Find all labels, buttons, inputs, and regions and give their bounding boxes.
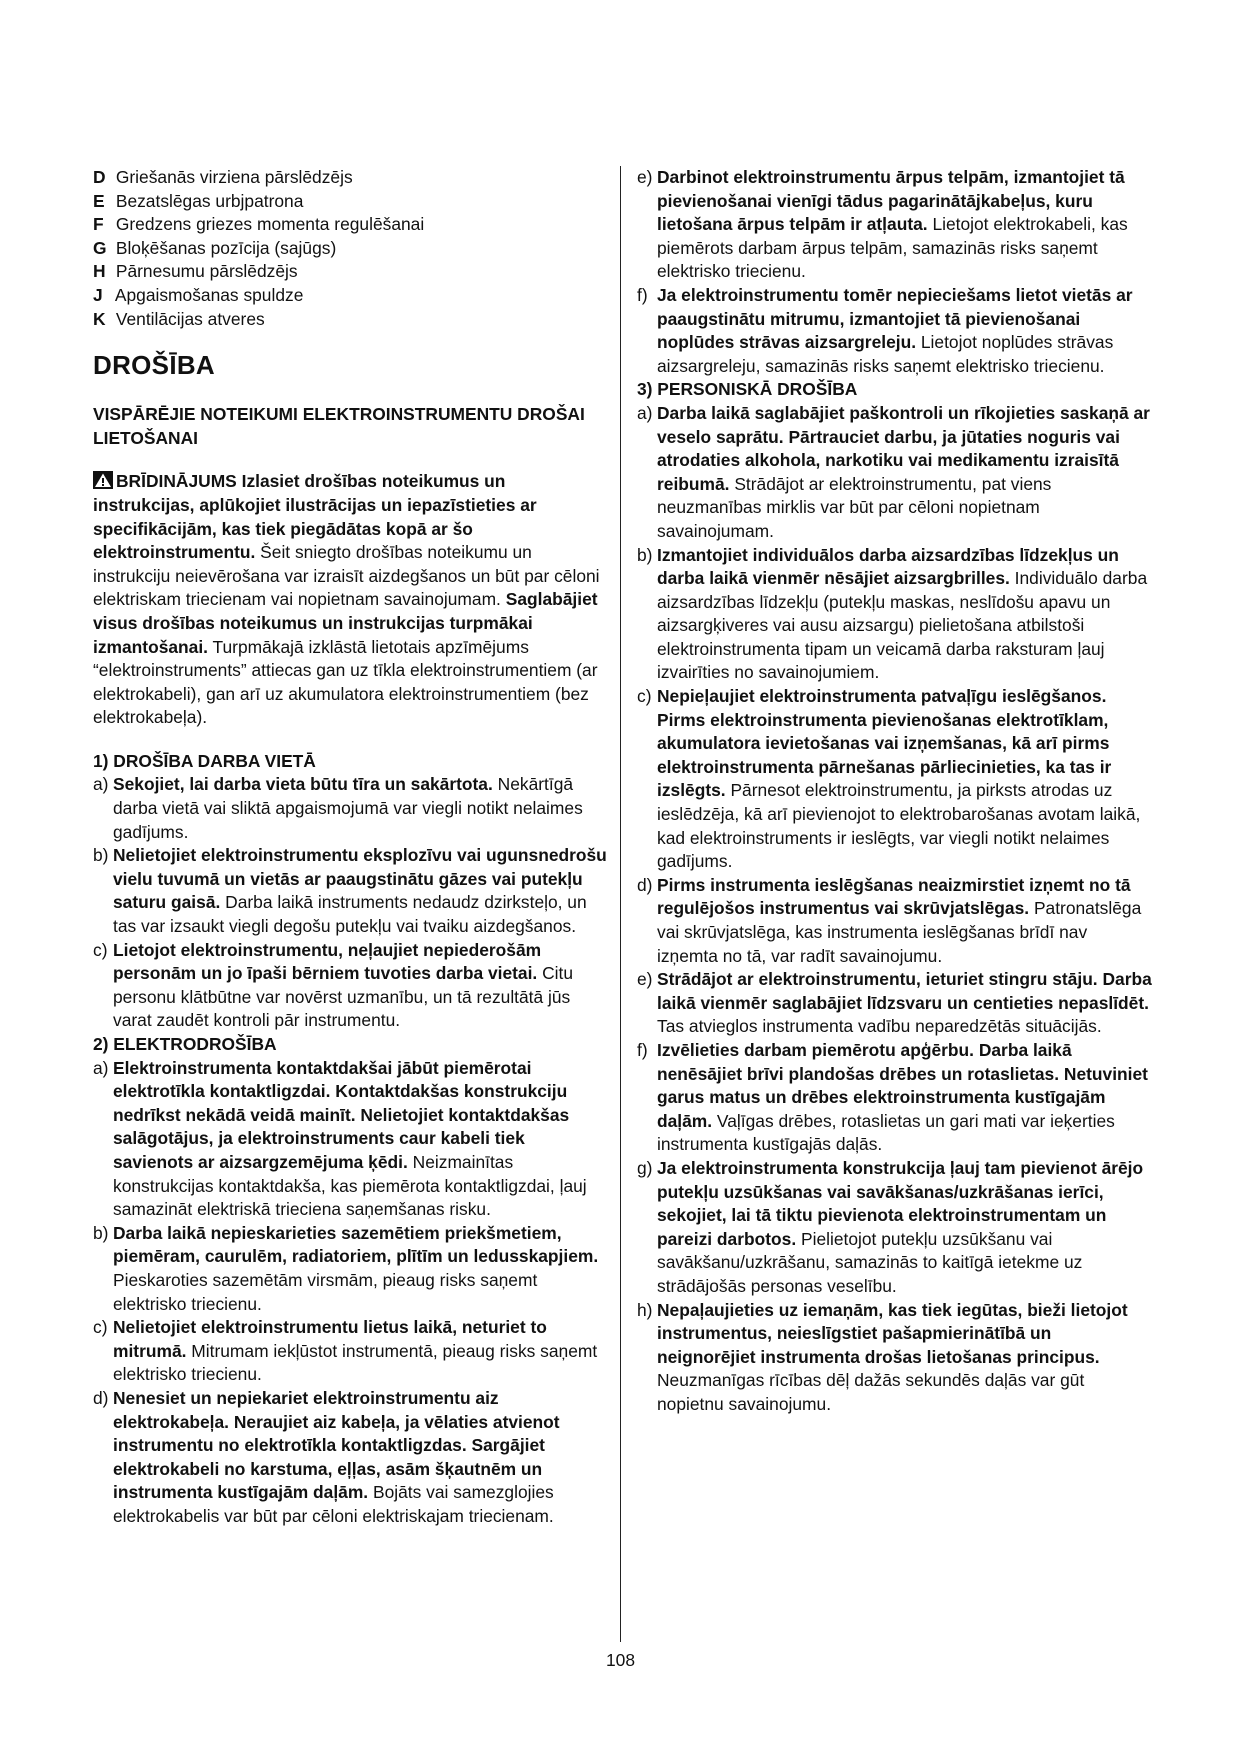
section-heading: 3) PERSONISKĀ DROŠĪBA [637, 379, 858, 400]
list-item: d) Nenesiet un nepiekariet elektroinstrumentu aiz elektrokabeļa. Neraujiet aiz kabeļa, ja vēlaties atvienot instrumentu no elektrotīkla kontaktligzdas. Sargājiet elektrokabeli no karstuma, eļļas, asām šķautnēm un instrumenta kustīgajām daļām. Bojāts vai samezglojies elektrokabelis var būt par cēloni elektriskajam triecienam. [93, 1387, 560, 1526]
warning-triangle-icon [93, 471, 113, 489]
left-column [93, 166, 608, 1528]
column-divider [620, 166, 621, 1642]
warning-paragraph: BRĪDINĀJUMS Izlasiet drošības noteikumus un instrukcijas, aplūkojiet ilustrācijas un iepazīstieties ar specifikācijām, kas tiek piegādātas kopā ar šo elektroinstrumentu. Šeit sniegto drošības noteikumu un instrukciju neievērošana var izraisīt aizdegšanos un būt par cēloni elektriskam triecienam vai nopietnam savainojumam. Saglabājiet visus drošības noteikumus un instrukcijas turpmākai izmantošanai. Turpmākajā izklāstā lietotais apzīmējums “elektroinstruments” attiecas gan uz tīkla elektroinstrumentiem (ar elektrokabeli), gan arī uz akumulatora elektroinstrumentiem (bez elektrokabeļa). [93, 471, 600, 728]
list-item: h) Nepaļaujieties uz iemaņām, kas tiek iegūtas, bieži lietojot instrumentus, neieslīgstiet pašapmierinātībā un neignorējiet instrumenta drošas lietošanas principus. Neuzmanīgas rīcības dēļ dažās sekundēs daļās var gūt nopietnu savainojumu. [637, 1299, 1128, 1414]
list-item: b) Izmantojiet individuālos darba aizsardzības līdzekļus un darba laikā vienmēr nēsājiet aizsargbrilles. Individuālo darba aizsardzības līdzekļu (putekļu maskas, neslīdošu apavu un aizsargķiveres vai ausu aizsargu) pielietošana atbilstoši elektroinstrumenta tipam un veicamā darba raksturam ļauj izvairīties no savainojumiem. [637, 544, 1148, 683]
legend-item: H Pārnesumu pārslēdzējs [93, 261, 298, 282]
legend-item: F Gredzens griezes momenta regulēšanai [93, 214, 425, 235]
legend-item: D Griešanās virziena pārslēdzējs [93, 167, 353, 187]
list-item: b) Darba laikā nepieskarieties sazemētiem priekšmetiem, piemēram, caurulēm, radiatoriem, plītīm un ledusskapjiem. Pieskaroties sazemētām virsmām, pieaug risks saņemt elektrisko triecienu. [93, 1222, 599, 1314]
page-number: 108 [605, 1650, 635, 1670]
list-item: f) Izvēlieties darbam piemērotu apģērbu. Darba laikā nenēsājiet brīvi plandošas drēbes un rotaslietas. Netuviniet garus matus un drēbes elektroinstrumenta kustīgajām daļām. Vaļīgas drēbes, rotaslietas un gari mati var ieķerties instrumenta kustīgajās daļās. [637, 1039, 1148, 1155]
list-item: c) Nelietojiet elektroinstrumentu lietus laikā, neturiet to mitrumā. Mitrumam iekļūstot instrumentā, pieaug risks saņemt elektrisko triecienu. [93, 1317, 598, 1385]
list-item: b) Nelietojiet elektroinstrumentu eksplozīvu vai ugunsnedrošu vielu tuvumā un vietās ar paaugstinātu gāzes vai putekļu saturu gaisā. Darba laikā instruments nedaudz dzirksteļo, un tas var izsaukt viegli degošu putekļu vai tvaiku aizdegšanos. [93, 845, 607, 937]
list-item: c) Nepieļaujiet elektroinstrumenta patvaļīgu ieslēgšanos. Pirms elektroinstrumenta pievienošanas elektrotīklam, akumulatora ievietošanas vai izņemšanas, kā arī pirms elektroinstrumenta pārnešanas pārliecinieties, ka tas ir izslēgts. Pārnesot elektroinstrumentu, ja pirksts atrodas uz ieslēdzēja, kā arī pievienojot to elektrobarošanas avotam laikā, kad elektroinstruments ir ieslēgts, var viegli notikt nelaimes gadījums. [637, 686, 1141, 872]
list-item: f) Ja elektroinstrumentu tomēr nepieciešams lietot vietās ar paaugstinātu mitrumu, izmantojiet tā pievienošanai noplūdes strāvas aizsargreleju. Lietojot noplūdes strāvas aizsargreleju, samazinās risks saņemt elektrisko triecienu. [637, 284, 1133, 376]
legend-item: K Ventilācijas atveres [93, 308, 265, 329]
list-item: c) Lietojot elektroinstrumentu, neļaujiet nepiederošām personām un jo īpaši bērniem tuvoties darba vietai. Citu personu klātbūtne var novērst uzmanību, un tā rezultātā jūs varat zaudēt kontroli pār instrumentu. [93, 939, 574, 1031]
right-column [637, 166, 1152, 1416]
subtitle: VISPĀRĒJIE NOTEIKUMI ELEKTROINSTRUMENTU DROŠAI LIETOŠANAI [93, 404, 585, 448]
parts-legend [93, 166, 608, 331]
section-heading: 1) DROŠĪBA DARBA VIETĀ [93, 750, 316, 771]
list-item: e) Darbinot elektroinstrumentu ārpus telpām, izmantojiet tā pievienošanai vienīgi tādus pagarinātājkabeļus, kuru lietošana ārpus telpām ir atļauta. Lietojot elektrokabeli, kas piemērots darbam ārpus telpām, samazinās risks saņemt elektrisko triecienu. [637, 167, 1128, 282]
legend-item: J Apgaismošanas spuldze [93, 284, 304, 305]
section-heading: 2) ELEKTRODROŠĪBA [93, 1034, 277, 1054]
list-item: a) Elektroinstrumenta kontaktdakšai jābūt piemērotai elektrotīkla kontaktligzdai. Kontaktdakšas konstrukciju nedrīkst nekādā veidā mainīt. Nelietojiet kontaktdakšas salāgotājus, ja elektroinstruments caur kabeli tiek savienots ar aizsargzemējuma ķēdi. Neizmainītas konstrukcijas kontaktdakša, kas piemērota kontaktligzdai, ļauj samazināt elektriskā trieciena saņemšanas risku. [93, 1057, 587, 1220]
list-item: a) Darba laikā saglabājiet paškontroli un rīkojieties saskaņā ar veselo saprātu. Pārtrauciet darbu, ja jūtaties noguris vai atrodaties alkohola, narkotiku vai medikamentu izraisītā reibumā. Strādājot ar elektroinstrumentu, pat viens neuzmanības mirklis var būt par cēloni nopietnam savainojumam. [637, 402, 1150, 541]
list-item: a) Sekojiet, lai darba vieta būtu tīra un sakārtota. Nekārtīgā darba vietā vai sliktā apgaismojumā var viegli notikt nelaimes gadījums. [93, 774, 583, 842]
list-item: g) Ja elektroinstrumenta konstrukcija ļauj tam pievienot ārējo putekļu uzsūkšanas vai savākšanas/uzkrāšanas ierīci, sekojiet, lai tā tiktu pievienota elektroinstrumentam un pareizi darbotos. Pielietojot putekļu uzsūkšanu vai savākšanu/uzkrāšanu, samazinās to kaitīgā ietekme uz strādājošās personas veselību. [637, 1157, 1144, 1296]
legend-item: G Bloķēšanas pozīcija (sajūgs) [93, 237, 337, 258]
section-title: DROŠĪBA [93, 350, 215, 381]
list-item: e) Strādājot ar elektroinstrumentu, ieturiet stingru stāju. Darba laikā vienmēr saglabājiet līdzsvaru un centieties nepaslīdēt. Tas atvieglos instrumenta vadību neparedzētās situācijās. [637, 969, 1152, 1037]
legend-item: E Bezatslēgas urbjpatrona [93, 190, 304, 211]
list-item: d) Pirms instrumenta ieslēgšanas neaizmirstiet izņemt no tā regulējošos instrumentus vai skrūvjatslēgas. Patronatslēga vai skrūvjatslēga, kas instrumenta ieslēgšanas brīdī nav izņemta no tā, var radīt savainojumu. [637, 874, 1142, 966]
